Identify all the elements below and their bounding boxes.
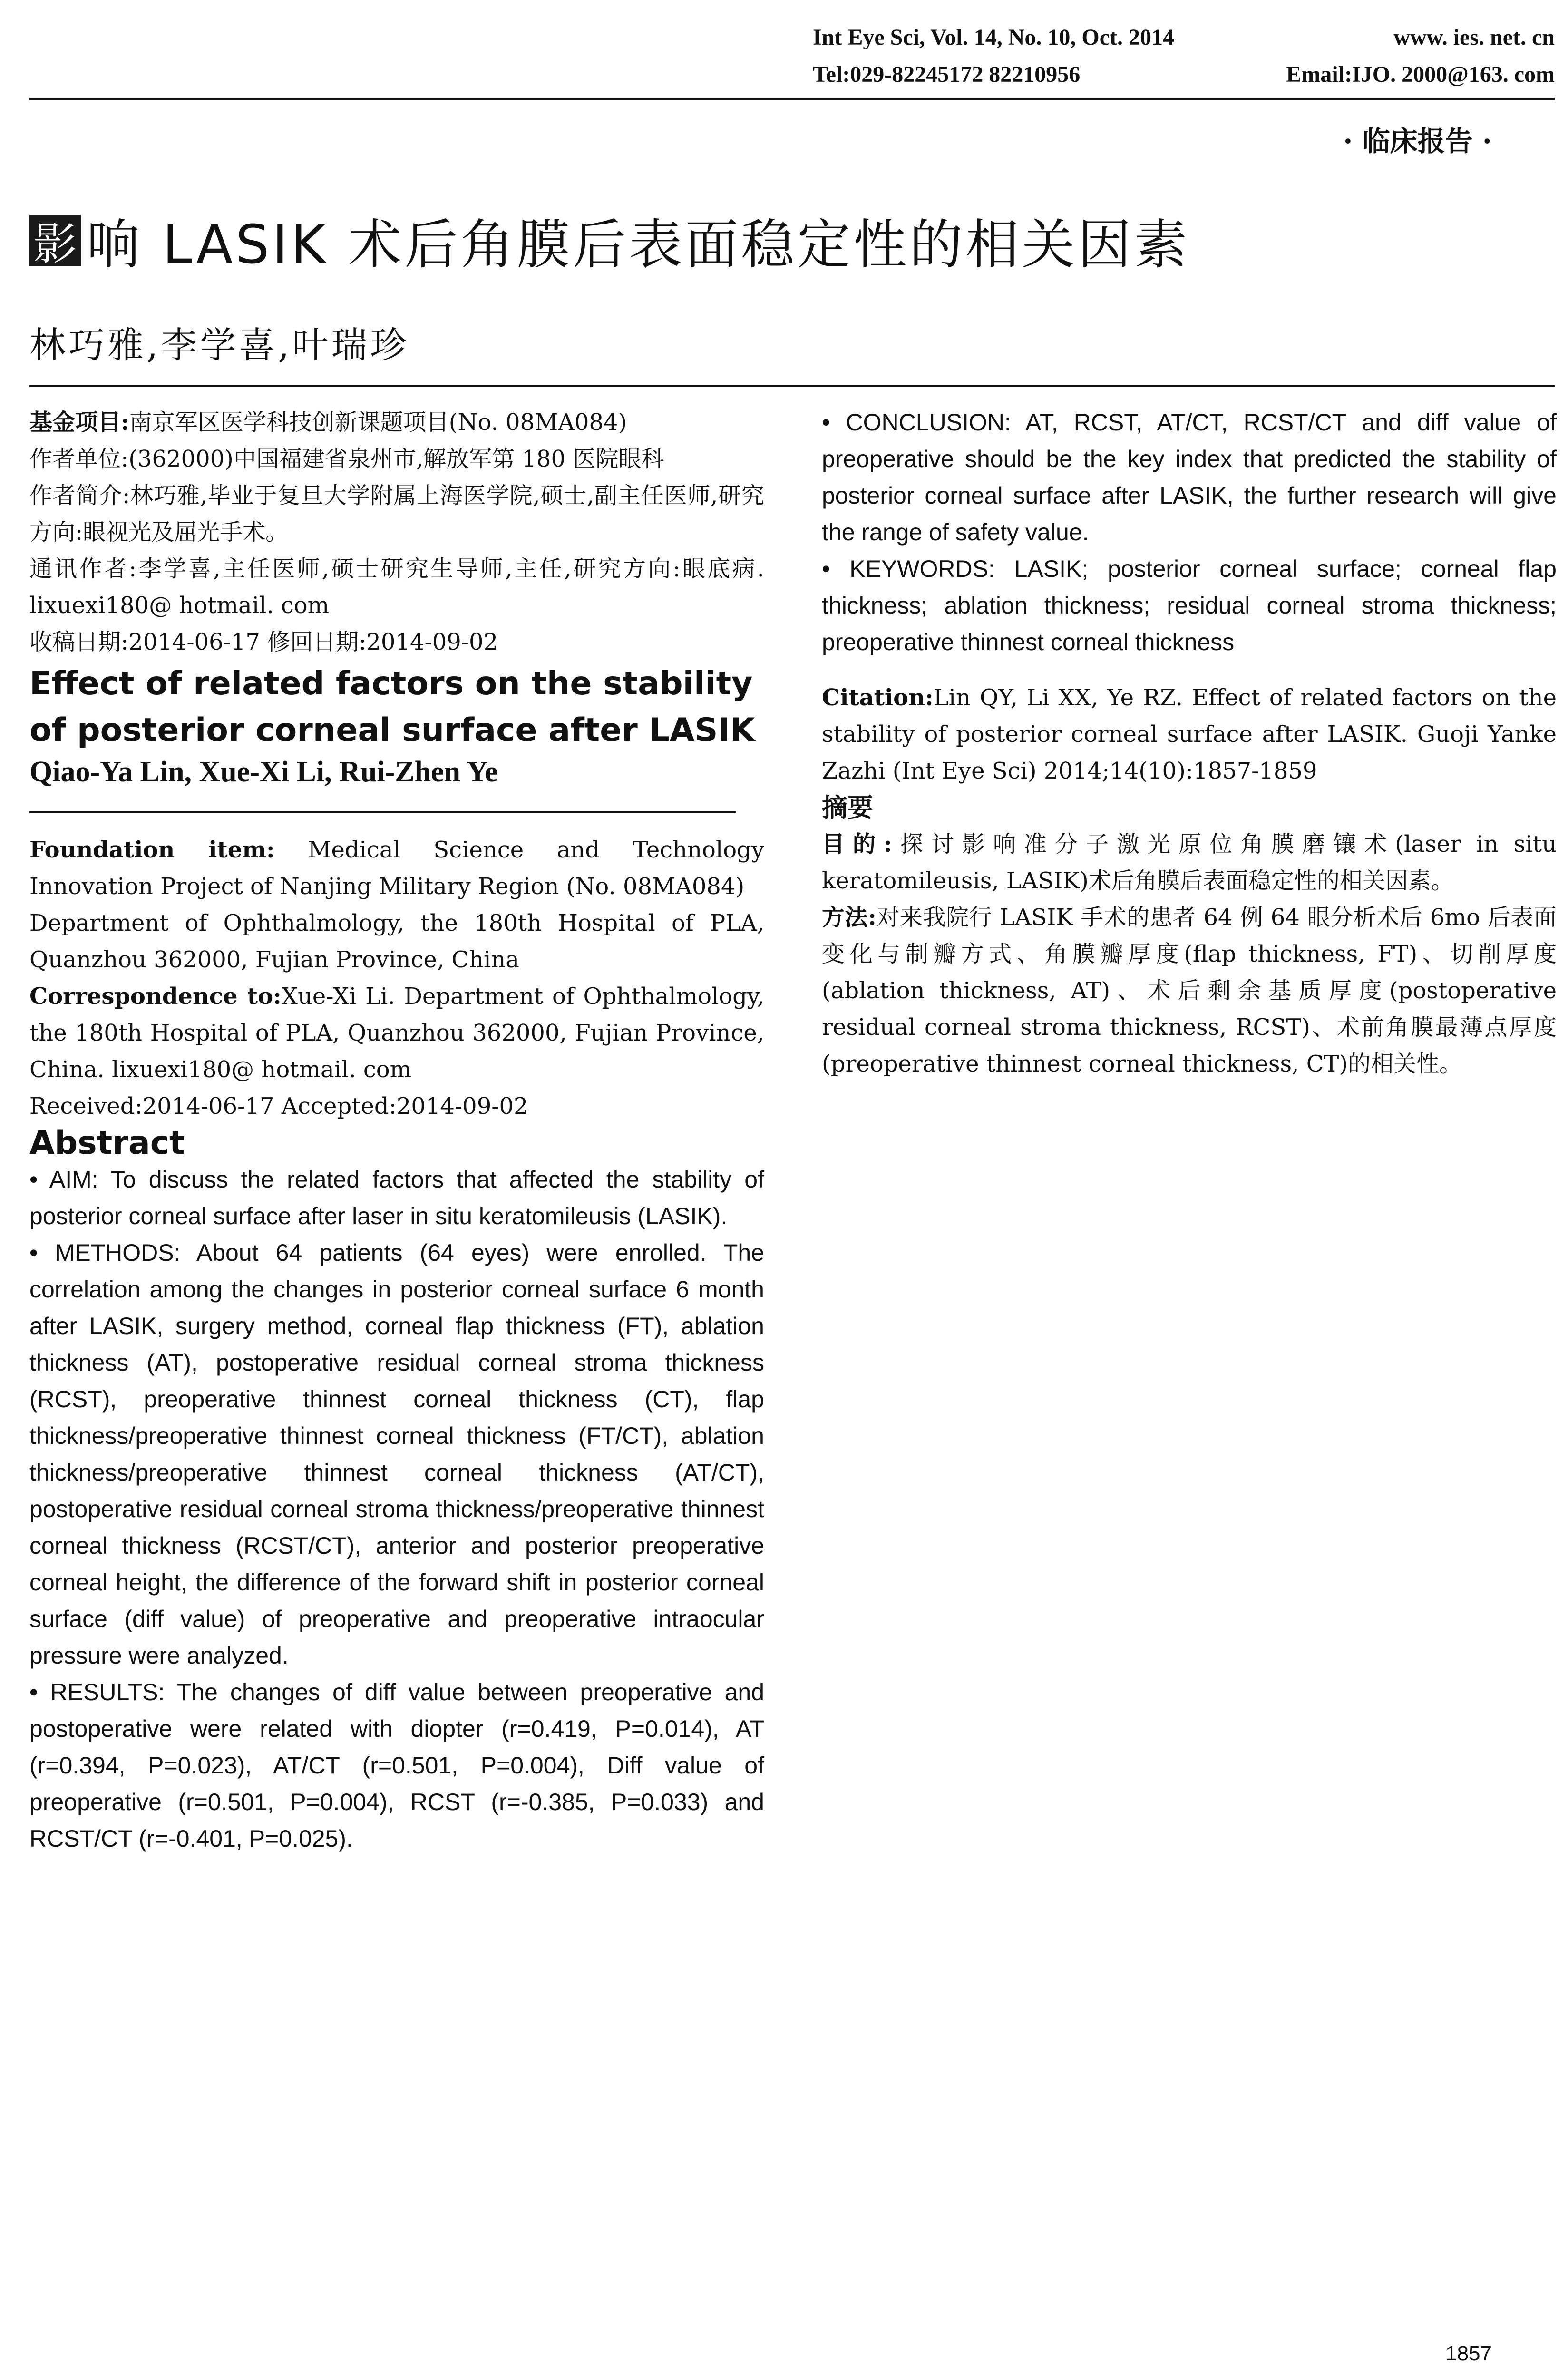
- bio-text: 林巧雅,毕业于复旦大学附属上海医学院,硕士,副主任医师,研究方向:眼视光及屈光手术。: [29, 482, 764, 546]
- fund-text: 南京军区医学科技创新课题项目(No. 08MA084): [129, 409, 627, 436]
- abstract-results: • RESULTS: The changes of diff value between preoperative and postoperative were related with diopter (r=0.419, P=0.014), AT (r=0.394, P=0.023), AT/CT (r=0.501, P=0.004), Diff value of preoperative (r=0.501, P=0.004), RCST (r=-0.385, P=0.033) and RCST/CT (r=-0.401, P=0.025).: [29, 1679, 764, 1852]
- cn-aim-text: 探讨影响准分子激光原位角膜磨镶术(laser in situ keratomileusis, LASIK)术后角膜后表面稳定性的相关因素。: [822, 831, 1557, 894]
- cn-aim-label: 目的:: [822, 831, 892, 857]
- journal-info: Int Eye Sci, Vol. 14, No. 10, Oct. 2014: [813, 25, 1175, 50]
- citation-text: Lin QY, Li XX, Ye RZ. Effect of related factors on the stability of posterior corneal surface after LASIK. Guoji Yanke Zazhi (Int Eye Sci) 2014;14(10):1857-1859: [822, 684, 1557, 784]
- english-authors: Qiao-Ya Lin, Xue-Xi Li, Rui-Zhen Ye: [29, 756, 498, 788]
- cn-methods-label: 方法:: [822, 904, 877, 931]
- unit-label: 作者单位:: [29, 446, 129, 472]
- correspondence-text: Xue-Xi Li. Department of Ophthalmology, the 180th Hospital of PLA, Quanzhou 362000, Fujian Province, China. lixuexi180@ hotmail. com: [29, 983, 765, 1083]
- header-divider: [29, 98, 1555, 100]
- abstract-methods: • METHODS: About 64 patients (64 eyes) were enrolled. The correlation among the changes in posterior corneal surface 6 month after LASIK, surgery method, corneal flap thickness (FT), ablation thickness (AT), postoperative residual corneal stroma thickness (RCST), preoperative thinnest corneal thickness (CT), flap thickness/preoperative thinnest corneal thickness (FT/CT), ablation thickness/preoperative thinnest corneal thickness (AT/CT), postoperative residual corneal stroma thickness/preoperative thinnest corneal thickness (RCST/CT), anterior and posterior preoperative corneal height, the difference of the forward shift in posterior corneal surface (diff value) of preoperative and preoperative intraocular pressure were analyzed.: [29, 1239, 764, 1669]
- cn-dates: 收稿日期:2014-06-17 修回日期:2014-09-02: [29, 629, 498, 655]
- authors-cn: 林巧雅,李学喜,叶瑞珍: [29, 324, 409, 366]
- authors-divider: [29, 811, 736, 813]
- english-title: Effect of related factors on the stability of posterior corneal surface after LASIK: [29, 665, 755, 749]
- title-text: 响 LASIK 术后角膜后表面稳定性的相关因素: [87, 214, 1190, 276]
- bio-label: 作者简介:: [29, 482, 130, 509]
- right-column: [822, 404, 1557, 1082]
- foundation-label: Foundation item:: [29, 837, 275, 863]
- unit-text: (362000)中国福建省泉州市,解放军第 180 医院眼科: [128, 446, 664, 472]
- corr-label: 通讯作者:: [29, 555, 137, 582]
- received-accepted: Received:2014-06-17 Accepted:2014-09-02: [29, 1093, 528, 1120]
- section-label: · 临床报告 ·: [1343, 125, 1492, 157]
- citation-label: Citation:: [822, 684, 934, 711]
- abstract-conclusion: • CONCLUSION: AT, RCST, AT/CT, RCST/CT and diff value of preoperative should be the key index that predicted the stability of posterior corneal surface after LASIK, the further research will give the range of safety value.: [822, 409, 1557, 546]
- abstract-aim: • AIM: To discuss the related factors that affected the stability of posterior corneal surface after laser in situ keratomileusis (LASIK).: [29, 1166, 764, 1229]
- journal-website[interactable]: www. ies. net. cn: [1393, 25, 1555, 50]
- journal-email[interactable]: Email:IJO. 2000@163. com: [1286, 62, 1555, 87]
- foundation-text: Medical Science and Technology Innovation Project of Nanjing Military Region (No. 08MA084): [29, 837, 764, 900]
- fund-label: 基金项目:: [29, 409, 129, 436]
- page-number: 1857: [1445, 2342, 1492, 2365]
- cn-abstract-heading: 摘要: [822, 792, 873, 823]
- department: Department of Ophthalmology, the 180th Hospital of PLA, Quanzhou 362000, Fujian Province, China: [29, 910, 764, 973]
- corr-text: 李学喜,主任医师,硕士研究生导师,主任,研究方向:眼底病. lixuexi180@ hotmail. com: [29, 555, 764, 619]
- left-column: [29, 404, 764, 1857]
- article-title: [29, 202, 1190, 279]
- title-initial: 影: [29, 215, 81, 266]
- cn-methods-text: 对来我院行 LASIK 手术的患者 64 例 64 眼分析术后 6mo 后表面变化与制瓣方式、角膜瓣厚度(flap thickness, FT)、切削厚度(ablation thickness, AT)、术后剩余基质厚度(postoperative residual corneal stroma thickness, RCST)、术前角膜最薄点厚度(preoperative thinnest corneal thickness, CT)的相关性。: [822, 904, 1557, 1077]
- abstract-keywords: • KEYWORDS: LASIK; posterior corneal surface; corneal flap thickness; ablation thickness; residual corneal stroma thickness; preoperative thinnest corneal thickness: [822, 555, 1557, 655]
- journal-tel: Tel:029-82245172 82210956: [813, 62, 1081, 87]
- abstract-heading: Abstract: [29, 1124, 185, 1162]
- journal-header: [813, 19, 1555, 93]
- title-divider: [29, 385, 1555, 387]
- correspondence-label: Correspondence to:: [29, 983, 282, 1010]
